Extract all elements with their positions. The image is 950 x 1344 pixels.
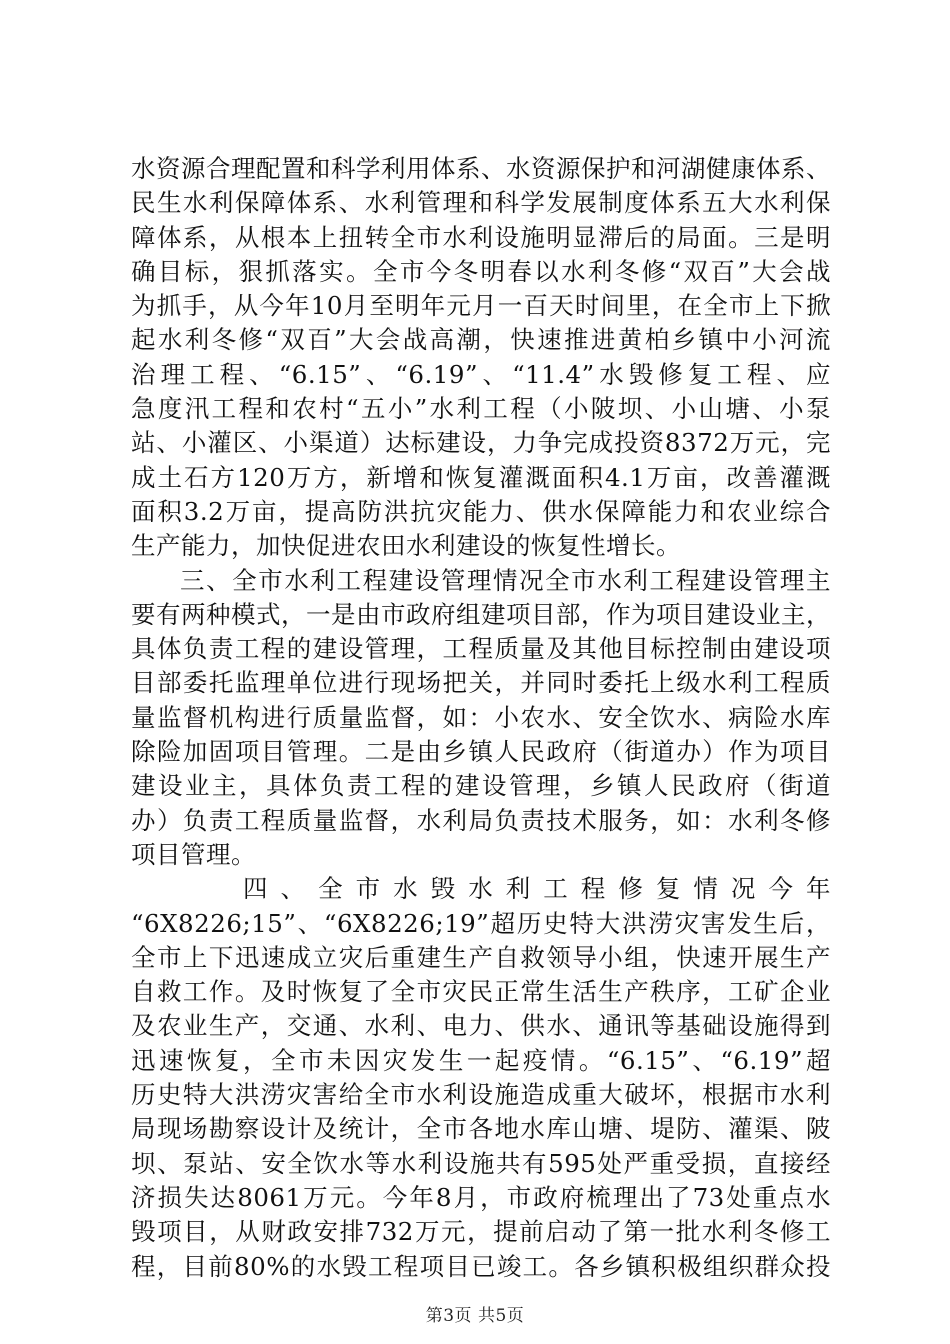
text-line: 障体系，从根本上扭转全市水利设施明显滞后的局面。三是明 <box>131 222 831 252</box>
text-line: 要有两种模式，一是由市政府组建项目部，作为项目建设业主， <box>131 599 831 629</box>
text-line: 济损失达8061万元。今年8月，市政府梳理出了73处重点水 <box>131 1182 831 1212</box>
page-number-footer: 第3页 共5页 <box>425 1306 525 1326</box>
document-body <box>131 152 831 1284</box>
text-line: 治理工程、“6.15”、“6.19”、“11.4”水毁修复工程、应 <box>131 359 831 389</box>
text-line: 全市上下迅速成立灾后重建生产自救领导小组，快速开展生产 <box>131 942 831 972</box>
section-heading-line: 三、全市水利工程建设管理情况全市水利工程建设管理主 <box>180 565 831 595</box>
text-line: “6X8226;15”、“6X8226;19”超历史特大洪涝灾害发生后， <box>131 908 831 938</box>
text-line: 站、小灌区、小渠道）达标建设，力争完成投资8372万元，完 <box>131 428 831 458</box>
text-line: 办）负责工程质量监督，水利局负责技术服务，如：水利冬修 <box>131 805 831 835</box>
text-line: 建设业主，具体负责工程的建设管理，乡镇人民政府（街道 <box>131 771 831 801</box>
text-line: 起水利冬修“双百”大会战高潮，快速推进黄柏乡镇中小河流 <box>131 325 831 355</box>
text-line: 成土石方120万方，新增和恢复灌溉面积4.1万亩，改善灌溉 <box>131 462 831 492</box>
text-line: 生产能力，加快促进农田水利建设的恢复性增长。 <box>131 531 681 561</box>
text-line: 具体负责工程的建设管理，工程质量及其他目标控制由建设项 <box>131 634 831 664</box>
text-line: 为抓手，从今年10月至明年元月一百天时间里，在全市上下掀 <box>131 291 831 321</box>
text-line: 迅速恢复，全市未因灾发生一起疫情。“6.15”、“6.19”超 <box>131 1045 831 1075</box>
text-line: 除险加固项目管理。二是由乡镇人民政府（街道办）作为项目 <box>131 737 831 767</box>
text-line: 坝、泵站、安全饮水等水利设施共有595处严重受损，直接经 <box>131 1148 831 1178</box>
text-line: 目部委托监理单位进行现场把关，并同时委托上级水利工程质 <box>131 668 831 698</box>
text-line: 民生水利保障体系、水利管理和科学发展制度体系五大水利保 <box>131 188 831 218</box>
section-heading-line: 四、全市水毁水利工程修复情况今年 <box>243 874 831 904</box>
text-line: 局现场勘察设计及统计，全市各地水库山塘、堤防、灌渠、陂 <box>131 1114 831 1144</box>
text-line: 面积3.2万亩，提高防洪抗灾能力、供水保障能力和农业综合 <box>131 496 831 526</box>
text-line: 急度汛工程和农村“五小”水利工程（小陂坝、小山塘、小泵 <box>131 394 831 424</box>
text-line: 确目标，狠抓落实。全市今冬明春以水利冬修“双百”大会战 <box>131 256 831 286</box>
text-line: 及农业生产，交通、水利、电力、供水、通讯等基础设施得到 <box>131 1011 831 1041</box>
text-line: 项目管理。 <box>131 839 256 869</box>
text-line: 程，目前80%的水毁工程项目已竣工。各乡镇积极组织群众投 <box>131 1251 831 1281</box>
text-line: 量监督机构进行质量监督，如：小农水、安全饮水、病险水库 <box>131 702 831 732</box>
text-line: 毁项目，从财政安排732万元，提前启动了第一批水利冬修工 <box>131 1217 831 1247</box>
text-line: 水资源合理配置和科学利用体系、水资源保护和河湖健康体系、 <box>131 154 831 183</box>
text-line: 自救工作。及时恢复了全市灾民正常生活生产秩序，工矿企业 <box>131 977 831 1007</box>
text-line: 历史特大洪涝灾害给全市水利设施造成重大破坏，根据市水利 <box>131 1080 831 1110</box>
